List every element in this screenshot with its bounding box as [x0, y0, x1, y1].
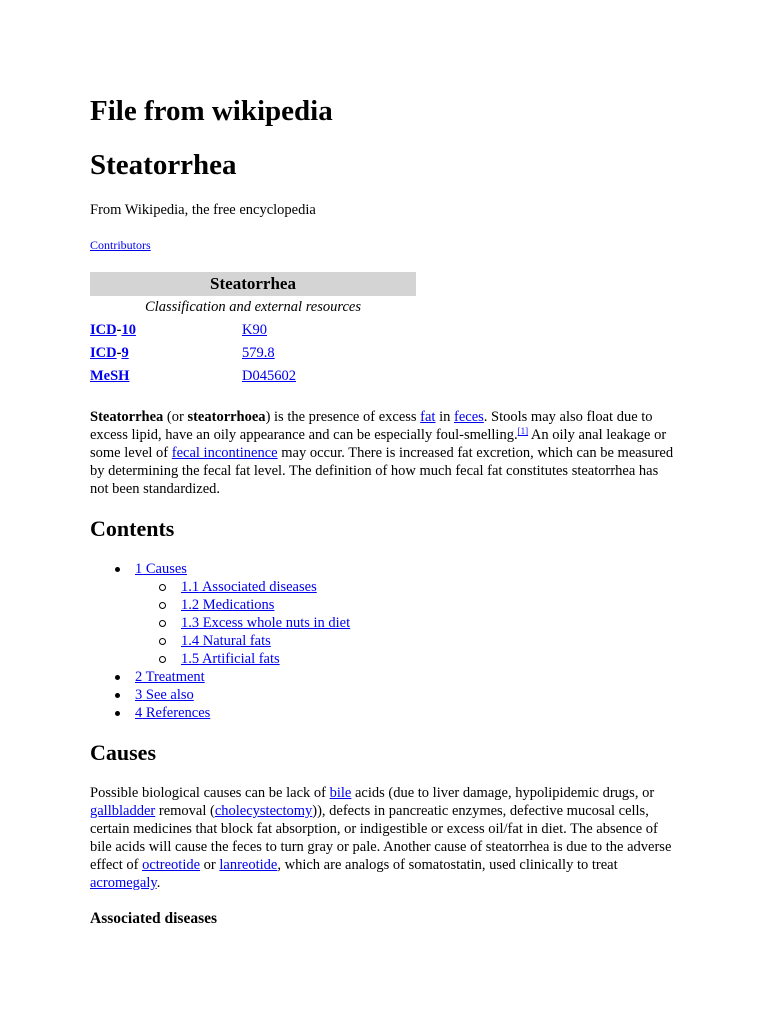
infobox-key — [90, 365, 129, 388]
text: in — [435, 409, 454, 425]
fecal-incontinence-link[interactable]: fecal incontinence — [171, 445, 278, 461]
term-bold: Steatorrhea — [90, 409, 164, 425]
toc-link[interactable]: 1.3 Excess whole nuts in diet — [181, 615, 351, 631]
toc-item-natural-fats — [90, 632, 490, 650]
toc-link[interactable]: 2 Treatment — [135, 669, 205, 685]
cholecystectomy-link[interactable]: cholecystectomy — [214, 803, 313, 819]
key-separator: - — [116, 322, 122, 338]
toc-item-treatment — [90, 668, 490, 686]
bile-link[interactable]: bile — [329, 785, 352, 801]
text: acids (due to liver damage, hypolipidemic drugs, or — [351, 785, 655, 801]
text: or — [200, 857, 220, 873]
toc-item-references — [90, 704, 490, 722]
toc-item-associated-diseases — [90, 578, 490, 596]
causes-paragraph — [90, 784, 680, 892]
icd-link[interactable]: ICD — [90, 322, 117, 338]
toc-item-medications — [90, 596, 490, 614]
infobox-row-icd9 — [90, 342, 416, 365]
infobox-subtitle: Classification and external resources — [145, 299, 361, 315]
tagline: From Wikipedia, the free encyclopedia — [90, 202, 316, 218]
page-title: Steatorrhea — [90, 149, 237, 181]
contributors-link[interactable]: Contributors — [90, 238, 151, 252]
infobox-title: Steatorrhea — [90, 272, 416, 296]
fat-link[interactable]: fat — [420, 409, 436, 425]
bullet-icon — [115, 675, 120, 680]
toc-link[interactable]: 1.2 Medications — [181, 597, 275, 613]
text: . Stools may also float due to excess lipid, have an oily appearance and can be especially foul-smelling. — [90, 409, 653, 443]
circle-bullet-icon — [159, 656, 166, 663]
reference-1-link[interactable]: [1] — [517, 426, 529, 436]
text: An oily anal leakage or some level of — [90, 427, 667, 461]
gallbladder-link[interactable]: gallbladder — [90, 803, 156, 819]
toc-item-causes — [90, 560, 490, 578]
infobox-row-icd10 — [90, 319, 416, 342]
acromegaly-link[interactable]: acromegaly — [90, 875, 157, 891]
text: ) is the presence of excess — [265, 409, 421, 425]
toc-link[interactable]: 1.1 Associated diseases — [181, 579, 317, 595]
toc-link[interactable]: 1.4 Natural fats — [181, 633, 271, 649]
infobox-key — [90, 319, 136, 342]
toc-link[interactable]: 3 See also — [135, 687, 194, 703]
toc-item-see-also — [90, 686, 490, 704]
infobox-row-mesh — [90, 365, 416, 388]
infobox-key — [90, 342, 129, 365]
icd9-code-link[interactable]: 579.8 — [242, 345, 275, 361]
contents-heading: Contents — [90, 516, 175, 541]
infobox — [90, 272, 416, 388]
icd10-code-link[interactable]: K90 — [242, 322, 267, 338]
circle-bullet-icon — [159, 584, 166, 591]
toc-item-artificial-fats — [90, 650, 490, 668]
toc-link[interactable]: 1.5 Artificial fats — [181, 651, 280, 667]
text: removal ( — [155, 803, 215, 819]
text: Possible biological causes can be lack of — [90, 785, 330, 801]
toc-item-excess-nuts — [90, 614, 490, 632]
key-separator: - — [116, 345, 122, 361]
text: )), defects in pancreatic enzymes, defective mucosal cells, certain medicines that block fat absorption, or indigestible or excess oil/fat in diet. The absence of bile acids will cause the feces to turn gray or pale. Another cause of steatorrhea is due to the adverse effect of — [90, 803, 672, 873]
mesh-link[interactable]: MeSH — [90, 368, 130, 384]
icd-version-link[interactable]: 10 — [121, 322, 136, 338]
circle-bullet-icon — [159, 638, 166, 645]
mesh-code-link[interactable]: D045602 — [242, 368, 296, 384]
bullet-icon — [115, 693, 120, 698]
text: . — [156, 875, 161, 891]
feces-link[interactable]: feces — [454, 409, 484, 425]
circle-bullet-icon — [159, 602, 166, 609]
causes-heading: Causes — [90, 740, 157, 765]
text: may occur. There is increased fat excretion, which can be measured by determining the fecal fat level. The definition of how much fecal fat constitutes steatorrhea has not been standardized. — [90, 445, 674, 497]
intro-paragraph — [90, 408, 680, 498]
bullet-icon — [115, 711, 120, 716]
lanreotide-link[interactable]: lanreotide — [219, 857, 278, 873]
alt-term-bold: steatorrhoea — [187, 409, 266, 425]
icd-link[interactable]: ICD — [90, 345, 117, 361]
associated-diseases-heading: Associated diseases — [90, 910, 218, 927]
bullet-icon — [115, 567, 120, 572]
octreotide-link[interactable]: octreotide — [142, 857, 201, 873]
icd-version-link[interactable]: 9 — [121, 345, 129, 361]
circle-bullet-icon — [159, 620, 166, 627]
table-of-contents — [90, 560, 490, 722]
text: , which are analogs of somatostatin, used clinically to treat — [277, 857, 618, 873]
site-title: File from wikipedia — [90, 95, 333, 127]
toc-link[interactable]: 1 Causes — [135, 561, 187, 577]
toc-link[interactable]: 4 References — [135, 705, 211, 721]
text: (or — [163, 409, 188, 425]
